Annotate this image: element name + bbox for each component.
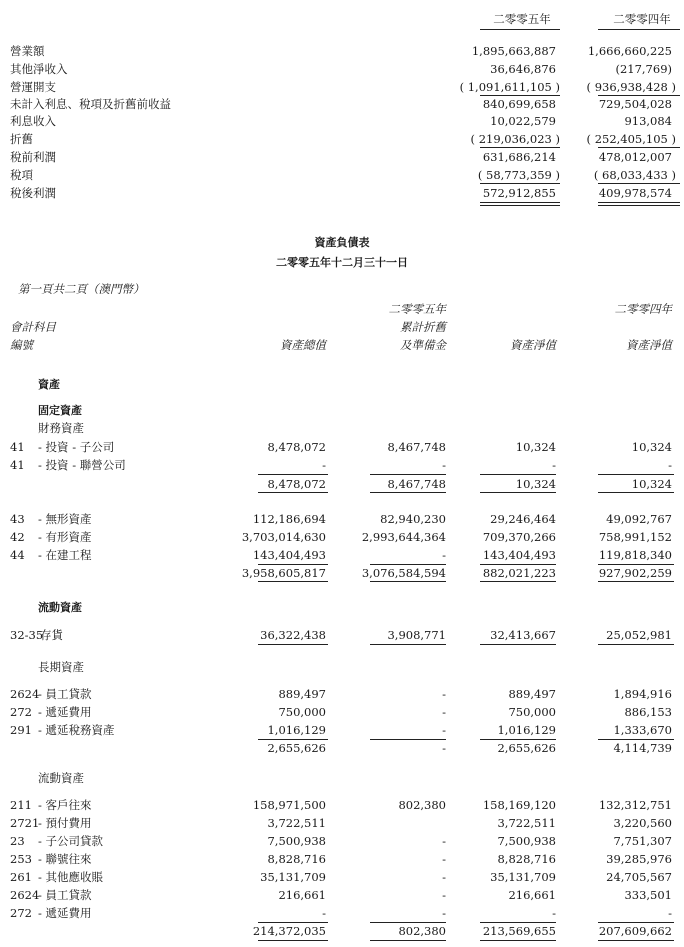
row-label: - 投資 - 聯營公司 [38,458,126,472]
row-net: 29,246,464 [490,512,556,526]
income-row-2005: ( 219,036,023 ) [470,132,560,146]
total-net-2004: 4,114,739 [613,741,672,755]
row-label: 存貨 [40,628,63,642]
header-provision: 及準備金 [400,338,446,352]
row-net: - [552,906,556,920]
income-row-2005: ( 1,091,611,105 ) [459,80,560,94]
total-net-2004: 10,324 [631,477,672,491]
section-current-assets-sub: 流動資產 [38,771,84,785]
income-row-2004: 1,666,660,225 [587,44,672,58]
income-row-2004: 409,978,574 [598,186,672,200]
row-label: - 遞延費用 [38,906,92,920]
income-row-label: 稅項 [10,168,33,182]
income-year-2004-header: 二零零四年 [613,12,671,26]
row-label: - 聯號往來 [38,852,92,866]
row-code: 261 [10,870,32,884]
row-code: 253 [10,852,32,866]
section-long-term-assets: 長期資產 [38,660,84,674]
income-row-2004: 913,084 [624,114,672,128]
divider [480,95,560,96]
total-net: 213,569,655 [482,924,556,938]
row-net-2004: - [668,906,672,920]
row-dep: 8,467,748 [387,440,446,454]
divider [480,147,560,148]
row-dep: - [442,723,446,737]
income-row-2005: 631,686,214 [482,150,556,164]
row-code: 23 [10,834,25,848]
total-dep: 3,076,584,594 [361,566,446,580]
divider [480,922,556,923]
row-dep: - [442,458,446,472]
divider [370,739,446,740]
row-dep: - [442,705,446,719]
balance-sheet-title: 資產負債表 [314,236,370,249]
income-row-2004: ( 252,405,105 ) [586,132,676,146]
row-gross: 7,500,938 [267,834,326,848]
row-code: 291 [10,723,32,737]
income-row-label: 未計入利息、稅項及折舊前收益 [10,97,171,111]
total-dep: 8,467,748 [387,477,446,491]
row-net: 1,016,129 [497,723,556,737]
divider [598,922,674,923]
divider [598,183,680,184]
divider [598,739,674,740]
row-dep: 82,940,230 [380,512,446,526]
row-gross: 3,722,511 [267,816,326,830]
row-dep: - [442,852,446,866]
divider [258,474,328,475]
row-net: 216,661 [508,888,556,902]
row-net: 35,131,709 [490,870,556,884]
total-dep: - [442,741,446,755]
row-net-2004: 3,220,560 [613,816,672,830]
divider [598,95,680,96]
income-year-2005-header: 二零零五年 [493,12,551,26]
row-net: 709,370,266 [482,530,556,544]
income-row-2005: 36,646,876 [490,62,556,76]
row-net-2004: 119,818,340 [598,548,672,562]
row-net: 158,169,120 [482,798,556,812]
divider [598,29,680,30]
row-code: 2624 [10,888,40,902]
income-row-label: 利息收入 [10,114,56,128]
row-code: 272 [10,906,32,920]
total-gross: 8,478,072 [267,477,326,491]
income-row-2004: ( 68,033,433 ) [593,168,676,182]
divider [598,581,674,582]
section-fixed-assets: 固定資產 [38,404,82,417]
row-gross: 216,661 [278,888,326,902]
row-label: - 預付費用 [38,816,92,830]
header-gross: 資產總值 [280,338,326,352]
row-gross: 143,404,493 [252,548,326,562]
divider [598,202,680,203]
divider [258,644,328,645]
income-row-label: 稅前利潤 [10,150,56,164]
income-row-2004: ( 936,938,428 ) [586,80,676,94]
divider [480,564,556,565]
divider [598,564,674,565]
row-gross: 35,131,709 [260,870,326,884]
row-gross: 158,971,500 [252,798,326,812]
row-gross: - [322,906,326,920]
divider [370,940,446,941]
divider [480,492,556,493]
divider [480,581,556,582]
row-code: 42 [10,530,25,544]
row-code: 41 [10,458,25,472]
divider [480,183,560,184]
divider [480,474,556,475]
row-label: - 客戶往來 [38,798,92,812]
income-row-2005: 10,022,579 [490,114,556,128]
total-net: 10,324 [515,477,556,491]
divider [370,644,446,645]
income-row-label: 營運開支 [10,80,56,94]
divider [258,922,328,923]
row-dep: - [442,687,446,701]
income-row-2005: ( 58,773,359 ) [477,168,560,182]
row-dep: - [442,834,446,848]
divider [598,205,680,206]
header-account: 會計科目 [10,320,56,334]
row-code: 43 [10,512,25,526]
row-net: 7,500,938 [497,834,556,848]
divider [480,739,556,740]
row-label: - 其他應收賬 [38,870,104,884]
row-code: 211 [10,798,32,812]
row-code: 2721 [10,816,40,830]
row-label: - 投資 - 子公司 [38,440,115,454]
row-dep: - [442,888,446,902]
row-code: 2624 [10,687,40,701]
row-label: - 員工貸款 [38,687,92,701]
divider [258,581,328,582]
row-net-2004: 49,092,767 [606,512,672,526]
income-row-2005: 840,699,658 [482,97,556,111]
income-row-label: 營業額 [10,44,45,58]
row-gross: 8,478,072 [267,440,326,454]
row-code: 44 [10,548,25,562]
row-label: - 在建工程 [38,548,92,562]
page-note: 第一頁共二頁（澳門幣） [18,282,145,296]
total-dep: 802,380 [398,924,446,938]
header-code: 編號 [10,338,33,352]
divider [480,644,556,645]
divider [370,922,446,923]
divider [480,940,556,941]
total-gross: 214,372,035 [252,924,326,938]
section-financial-assets: 財務資產 [38,421,84,435]
divider [598,492,674,493]
row-code: 272 [10,705,32,719]
income-row-2004: 478,012,007 [598,150,672,164]
row-net: 143,404,493 [482,548,556,562]
row-gross: 112,186,694 [252,512,326,526]
row-label: - 無形資產 [38,512,92,526]
row-code: 41 [10,440,25,454]
divider [480,205,560,206]
row-net: 3,722,511 [497,816,556,830]
row-gross: 3,703,014,630 [241,530,326,544]
divider [370,581,446,582]
row-net-2004: 886,153 [624,705,672,719]
divider [370,474,446,475]
income-row-label: 其他淨收入 [10,62,68,76]
header-year-2005: 二零零五年 [388,302,446,316]
row-net: 889,497 [508,687,556,701]
divider [480,29,560,30]
balance-sheet-date: 二零零五年十二月三十一日 [276,256,408,269]
total-gross: 3,958,605,817 [241,566,326,580]
divider [258,940,328,941]
divider [258,564,328,565]
row-net-2004: 1,333,670 [613,723,672,737]
row-label: - 有形資產 [38,530,92,544]
row-net-2004: 1,894,916 [613,687,672,701]
row-gross: 750,000 [278,705,326,719]
row-net: - [552,458,556,472]
divider [258,492,328,493]
row-net-2004: 10,324 [631,440,672,454]
header-net-2004: 資產淨值 [626,338,672,352]
divider [370,564,446,565]
total-net-2004: 927,902,259 [598,566,672,580]
divider [370,492,446,493]
row-dep: 802,380 [398,798,446,812]
row-code: 32-35 [10,628,44,642]
row-net: 8,828,716 [497,852,556,866]
row-net-2004: 7,751,307 [613,834,672,848]
divider [598,940,674,941]
divider [598,147,680,148]
row-label: - 員工貸款 [38,888,92,902]
row-net-2004: 132,312,751 [598,798,672,812]
divider [480,202,560,203]
income-row-2005: 1,895,663,887 [471,44,556,58]
row-net: 10,324 [515,440,556,454]
row-net-2004: - [668,458,672,472]
row-net: 32,413,667 [490,628,556,642]
row-dep: 3,908,771 [387,628,446,642]
header-accum-dep: 累計折舊 [400,320,446,334]
total-net: 882,021,223 [482,566,556,580]
row-gross: 36,322,438 [260,628,326,642]
row-label: - 子公司貸款 [38,834,104,848]
total-net-2004: 207,609,662 [598,924,672,938]
total-net: 2,655,626 [497,741,556,755]
row-gross: 8,828,716 [267,852,326,866]
divider [598,474,674,475]
row-dep: - [442,906,446,920]
divider [258,739,328,740]
header-net: 資產淨值 [510,338,556,352]
income-row-2004: 729,504,028 [598,97,672,111]
row-net-2004: 24,705,567 [606,870,672,884]
row-gross: - [322,458,326,472]
row-net: 750,000 [508,705,556,719]
row-dep: - [442,870,446,884]
row-dep: - [442,548,446,562]
row-gross: 1,016,129 [267,723,326,737]
row-label: - 遞延稅務資產 [38,723,115,737]
row-label: - 遞延費用 [38,705,92,719]
income-row-label: 折舊 [10,132,33,146]
income-row-label: 稅後利潤 [10,186,56,200]
row-net-2004: 25,052,981 [606,628,672,642]
header-year-2004: 二零零四年 [614,302,672,316]
row-net-2004: 333,501 [624,888,672,902]
row-gross: 889,497 [278,687,326,701]
row-dep: 2,993,644,364 [361,530,446,544]
income-row-2005: 572,912,855 [482,186,556,200]
divider [598,644,674,645]
row-net-2004: 39,285,976 [606,852,672,866]
section-assets: 資產 [38,378,60,391]
section-current-assets: 流動資產 [38,601,82,614]
total-gross: 2,655,626 [267,741,326,755]
income-row-2004: (217,769) [615,62,672,76]
row-net-2004: 758,991,152 [598,530,672,544]
